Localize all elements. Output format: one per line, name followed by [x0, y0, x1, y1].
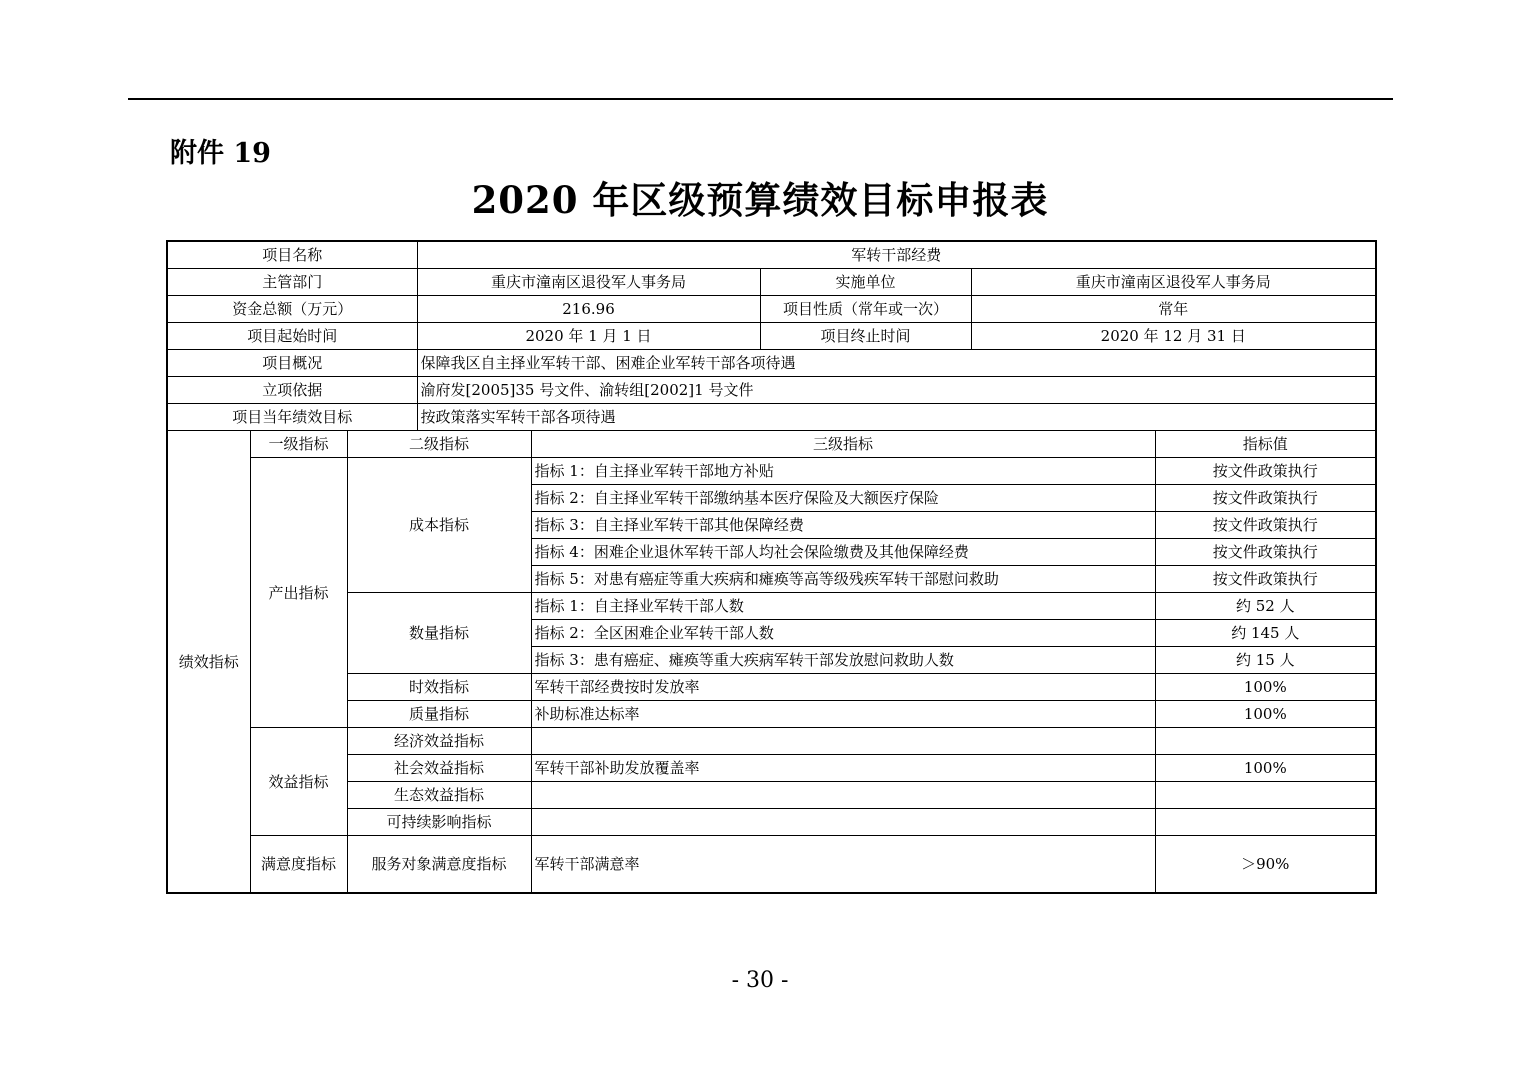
cost-item-2-value: 按文件政策执行	[1155, 485, 1376, 512]
nature-value: 常年	[971, 296, 1376, 323]
impl-label: 实施单位	[760, 269, 971, 296]
goal-label: 项目当年绩效目标	[167, 404, 417, 431]
quantity-item-1-value: 约 52 人	[1155, 593, 1376, 620]
table-row	[167, 593, 1376, 620]
quantity-indicator-label: 数量指标	[347, 593, 531, 674]
social-benefit-label: 社会效益指标	[347, 755, 531, 782]
table-row	[167, 728, 1376, 755]
cost-item-5-value: 按文件政策执行	[1155, 566, 1376, 593]
performance-target-table	[166, 240, 1377, 894]
cost-item-3-value: 按文件政策执行	[1155, 512, 1376, 539]
cost-item-1: 指标 1：自主择业军转干部地方补贴	[531, 458, 1155, 485]
table-row	[167, 674, 1376, 701]
cost-item-3: 指标 3：自主择业军转干部其他保障经费	[531, 512, 1155, 539]
overview-value: 保障我区自主择业军转干部、困难企业军转干部各项待遇	[417, 350, 1376, 377]
row-project-name	[167, 241, 1376, 269]
start-label: 项目起始时间	[167, 323, 417, 350]
funds-value: 216.96	[417, 296, 760, 323]
row-goal	[167, 404, 1376, 431]
sustainable-impact-value	[1155, 809, 1376, 836]
satisfaction-indicator-label: 满意度指标	[250, 836, 347, 894]
dept-label: 主管部门	[167, 269, 417, 296]
project-name-label: 项目名称	[167, 241, 417, 269]
row-dates	[167, 323, 1376, 350]
cost-item-1-value: 按文件政策执行	[1155, 458, 1376, 485]
service-satisfaction-label: 服务对象满意度指标	[347, 836, 531, 894]
table-row	[167, 701, 1376, 728]
timeliness-value: 100%	[1155, 674, 1376, 701]
performance-indicators-label: 绩效指标	[167, 431, 250, 894]
attachment-label: 附件 19	[170, 138, 271, 169]
header-level1: 一级指标	[250, 431, 347, 458]
end-value: 2020 年 12 月 31 日	[971, 323, 1376, 350]
table-row	[167, 836, 1376, 894]
header-level3: 三级指标	[531, 431, 1155, 458]
impl-value: 重庆市潼南区退役军人事务局	[971, 269, 1376, 296]
ecological-benefit-item	[531, 782, 1155, 809]
row-indicator-headers	[167, 431, 1376, 458]
sustainable-impact-label: 可持续影响指标	[347, 809, 531, 836]
sustainable-impact-item	[531, 809, 1155, 836]
cost-item-5: 指标 5：对患有癌症等重大疾病和瘫痪等高等级残疾军转干部慰问救助	[531, 566, 1155, 593]
ecological-benefit-label: 生态效益指标	[347, 782, 531, 809]
funds-label: 资金总额（万元）	[167, 296, 417, 323]
project-name-value: 军转干部经费	[417, 241, 1376, 269]
benefit-indicator-label: 效益指标	[250, 728, 347, 836]
header-rule	[128, 98, 1393, 100]
social-benefit-value: 100%	[1155, 755, 1376, 782]
quantity-item-3: 指标 3：患有癌症、瘫痪等重大疾病军转干部发放慰问救助人数	[531, 647, 1155, 674]
row-department	[167, 269, 1376, 296]
satisfaction-item: 军转干部满意率	[531, 836, 1155, 894]
dept-value: 重庆市潼南区退役军人事务局	[417, 269, 760, 296]
quality-indicator-label: 质量指标	[347, 701, 531, 728]
table-row	[167, 458, 1376, 485]
cost-indicator-label: 成本指标	[347, 458, 531, 593]
ecological-benefit-value	[1155, 782, 1376, 809]
start-value: 2020 年 1 月 1 日	[417, 323, 760, 350]
goal-value: 按政策落实军转干部各项待遇	[417, 404, 1376, 431]
quality-value: 100%	[1155, 701, 1376, 728]
quantity-item-3-value: 约 15 人	[1155, 647, 1376, 674]
satisfaction-value: ＞90%	[1155, 836, 1376, 894]
row-basis	[167, 377, 1376, 404]
cost-item-4: 指标 4：困难企业退休军转干部人均社会保险缴费及其他保障经费	[531, 539, 1155, 566]
timeliness-item: 军转干部经费按时发放率	[531, 674, 1155, 701]
row-funds	[167, 296, 1376, 323]
end-label: 项目终止时间	[760, 323, 971, 350]
basis-label: 立项依据	[167, 377, 417, 404]
output-indicator-label: 产出指标	[250, 458, 347, 728]
page-number: - 30 -	[731, 968, 789, 993]
header-value: 指标值	[1155, 431, 1376, 458]
cost-item-2: 指标 2：自主择业军转干部缴纳基本医疗保险及大额医疗保险	[531, 485, 1155, 512]
header-level2: 二级指标	[347, 431, 531, 458]
social-benefit-item: 军转干部补助发放覆盖率	[531, 755, 1155, 782]
table-row	[167, 782, 1376, 809]
nature-label: 项目性质（常年或一次）	[760, 296, 971, 323]
table-row	[167, 809, 1376, 836]
table-row	[167, 755, 1376, 782]
quality-item: 补助标准达标率	[531, 701, 1155, 728]
economic-benefit-value	[1155, 728, 1376, 755]
basis-value: 渝府发[2005]35 号文件、渝转组[2002]1 号文件	[417, 377, 1376, 404]
economic-benefit-item	[531, 728, 1155, 755]
row-overview	[167, 350, 1376, 377]
quantity-item-2-value: 约 145 人	[1155, 620, 1376, 647]
quantity-item-2: 指标 2：全区困难企业军转干部人数	[531, 620, 1155, 647]
timeliness-indicator-label: 时效指标	[347, 674, 531, 701]
page-title: 2020 年区级预算绩效目标申报表	[471, 178, 1049, 222]
cost-item-4-value: 按文件政策执行	[1155, 539, 1376, 566]
overview-label: 项目概况	[167, 350, 417, 377]
quantity-item-1: 指标 1：自主择业军转干部人数	[531, 593, 1155, 620]
economic-benefit-label: 经济效益指标	[347, 728, 531, 755]
